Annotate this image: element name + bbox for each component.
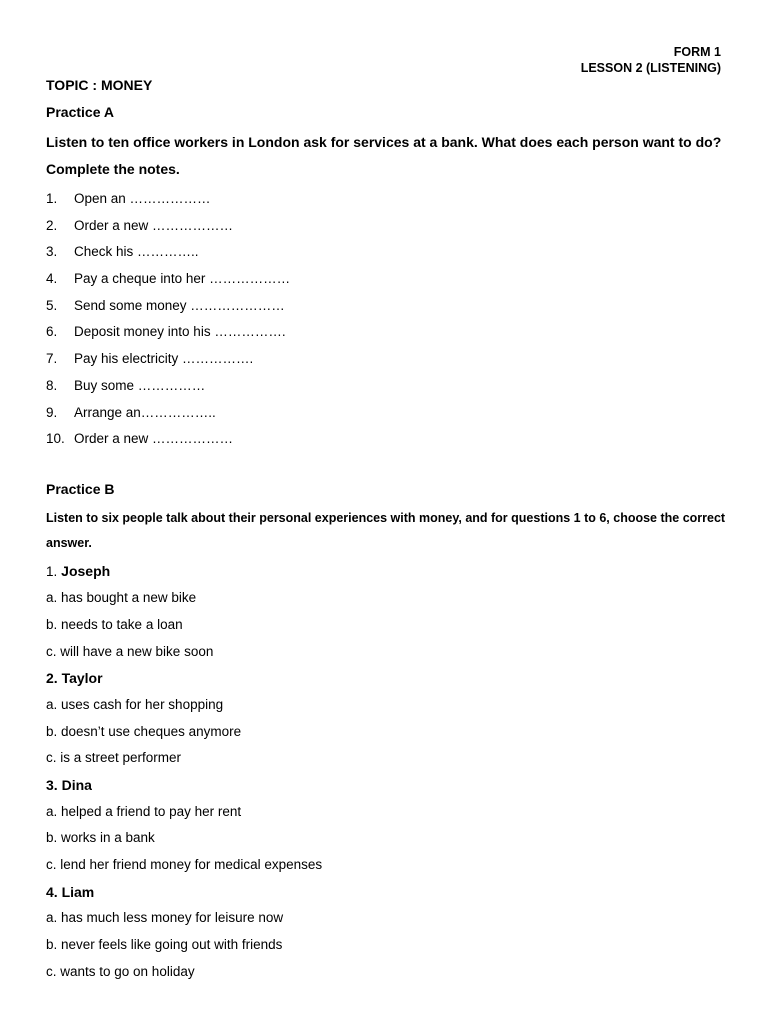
question-title <box>46 772 726 799</box>
item-number: 8. <box>46 377 58 393</box>
item-text: Pay a cheque into her ……………… <box>74 271 291 287</box>
answer-option: c. wants to go on holiday <box>46 963 195 979</box>
lesson-label: LESSON 2 (LISTENING) <box>580 61 721 75</box>
question-block <box>46 772 726 879</box>
item-text: Deposit money into his ……………. <box>74 324 286 340</box>
question-number: 2. <box>46 670 58 687</box>
answer-option: b. doesn’t use cheques anymore <box>46 723 242 739</box>
question-number: 1. <box>46 563 58 579</box>
practice-a-title: Practice A <box>46 104 114 120</box>
list-item <box>46 426 726 453</box>
question-title <box>46 665 726 692</box>
answer-option: a. uses cash for her shopping <box>46 696 224 712</box>
list-item <box>46 293 726 320</box>
list-item <box>46 266 726 293</box>
section-spacer <box>46 453 726 479</box>
item-number: 5. <box>46 297 58 313</box>
answer-option: a. has much less money for leisure now <box>46 910 284 926</box>
item-text: Order a new ……………… <box>74 217 234 233</box>
answer-option: c. lend her friend money for medical expenses <box>46 857 323 872</box>
item-number: 9. <box>46 404 58 420</box>
item-text: Buy some …………… <box>74 377 206 393</box>
question-name: Joseph <box>61 562 111 579</box>
question-title <box>46 879 726 906</box>
answer-option: a. has bought a new bike <box>46 590 197 606</box>
answer-option: c. is a street performer <box>46 750 182 766</box>
list-item <box>46 186 726 213</box>
item-text: Open an ……………… <box>74 191 211 206</box>
answer-option: b. works in a bank <box>46 830 155 846</box>
question-block <box>46 879 726 986</box>
question-block <box>46 665 726 772</box>
question-title <box>46 558 726 586</box>
question-number: 4. <box>46 883 58 900</box>
item-number: 4. <box>46 271 58 287</box>
question-name: Liam <box>61 883 95 900</box>
item-text: Pay his electricity ……………. <box>74 351 254 367</box>
answer-option: b. never feels like going out with friends <box>46 936 283 952</box>
list-item <box>46 239 726 266</box>
answer-option: c. will have a new bike soon <box>46 643 214 659</box>
answer-option: a. helped a friend to pay her rent <box>46 803 242 819</box>
item-number: 2. <box>46 217 58 233</box>
item-number: 1. <box>46 191 58 206</box>
form-label: FORM 1 <box>673 45 721 59</box>
list-item <box>46 346 726 373</box>
practice-a-list <box>46 186 726 453</box>
item-number: 10. <box>46 431 65 447</box>
practice-b-title: Practice B <box>46 480 115 497</box>
practice-a-instruction: Listen to ten office workers in London ask for services at a bank. What does each person want to do? Complete the notes. <box>46 134 722 177</box>
item-text: Arrange an…………….. <box>74 404 216 420</box>
item-text: Order a new ……………… <box>74 431 234 447</box>
item-number: 6. <box>46 324 58 340</box>
list-item <box>46 400 726 427</box>
item-text: Check his ………….. <box>74 244 199 260</box>
list-item <box>46 319 726 346</box>
topic-title: TOPIC : MONEY <box>46 77 153 93</box>
item-number: 7. <box>46 351 58 367</box>
question-number: 3. <box>46 777 58 794</box>
answer-option: b. needs to take a loan <box>46 617 183 633</box>
practice-b-instruction: Listen to six people talk about their personal experiences with money, and for questions 1 to 6, choose the correct answer. <box>46 510 726 550</box>
question-name: Dina <box>61 777 92 794</box>
list-item <box>46 213 726 240</box>
question-name: Taylor <box>61 670 103 687</box>
item-number: 3. <box>46 244 58 260</box>
list-item <box>46 373 726 400</box>
item-text: Send some money ………………… <box>74 297 285 313</box>
question-block <box>46 558 726 666</box>
document-header <box>581 44 721 76</box>
document-body <box>46 75 726 985</box>
